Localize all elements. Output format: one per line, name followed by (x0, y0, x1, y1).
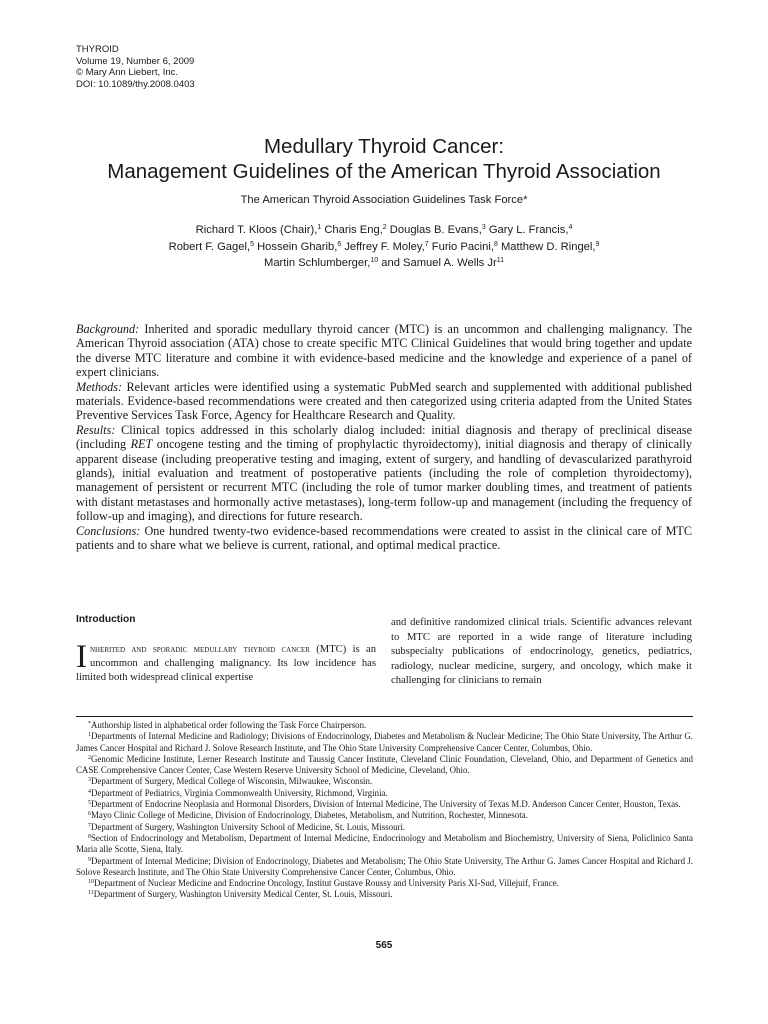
footnote (76, 833, 693, 856)
author-affiliation: 10 (370, 257, 379, 264)
footnote (76, 799, 693, 810)
footnote-mark: 6 (88, 811, 91, 818)
abstract-results (76, 423, 692, 524)
footnote (76, 822, 693, 833)
author-affiliation: 3 (481, 224, 486, 231)
footnote-mark: 8 (88, 833, 91, 840)
author-name: Robert F. Gagel, (168, 240, 251, 253)
journal-copyright: © Mary Ann Liebert, Inc. (76, 67, 179, 79)
footnotes (76, 720, 693, 901)
author-name: Martin Schlumberger, (264, 257, 371, 269)
author-affiliation: 7 (424, 240, 429, 248)
results-label: Results: (76, 422, 116, 437)
footnote (76, 856, 693, 879)
page-number: 565 (375, 940, 393, 951)
title-line-1: Medullary Thyroid Cancer: (263, 135, 505, 158)
author-line-3 (40, 255, 728, 272)
author-affiliation: 1 (317, 224, 322, 231)
footnote (76, 776, 693, 787)
journal-volume: Volume 19, Number 6, 2009 (76, 55, 195, 67)
drop-cap: I (76, 639, 87, 675)
conclusions-text: One hundred twenty-two evidence-based recommendations were created to assist in the clinical care of MTC patients and to share what we believe is current, rational, and optimal medical practice. (76, 523, 692, 553)
body-column-left (76, 639, 376, 686)
author-affiliation: 4 (568, 224, 573, 231)
intro-right-text: and definitive randomized clinical trials. Scientific advances relevant to MTC are reported in a wide range of literature including subspecialty publications of endocrinology, genetics, pediatrics, radiology, nuclear medicine, surgery, and oncology, which make it challenging for clinicians to remain (391, 617, 692, 687)
footnote (76, 788, 693, 799)
footnote (76, 731, 693, 754)
abstract-background (76, 322, 692, 380)
footnote-text: Department of Endocrine Neoplasia and Hormonal Disorders, Division of Internal Medicine, The University of Texas M.D. Anderson Cancer Center, Houston, Texas. (91, 799, 681, 810)
author-name: Furio Pacini, (428, 240, 494, 253)
intro-left-text: (MTC) is an uncommon and challenging malignancy. Its low incidence has limited both widespread clinical expertise (76, 644, 376, 684)
footnote-mark: 5 (88, 800, 91, 807)
author-name: Matthew D. Ringel, (497, 240, 596, 253)
footnote-mark: 10 (88, 879, 94, 886)
methods-label: Methods: (76, 379, 123, 394)
abstract-methods (76, 380, 692, 423)
author-affiliation: 9 (595, 240, 600, 248)
author-affiliation: 2 (382, 224, 387, 231)
ret-gene: RET (130, 437, 153, 452)
footnote-text: Department of Surgery, Medical College of Wisconsin, Milwaukee, Wisconsin. (91, 776, 373, 787)
author-name: and Samuel A. Wells Jr (378, 257, 497, 269)
results-text: Clinical topics addressed in this scholarly dialog included: initial diagnosis and therapy of preclinical disease (including (76, 422, 692, 452)
author-affiliation: 6 (337, 240, 342, 248)
author-line-2 (40, 239, 728, 256)
intro-smallcaps: nherited and sporadic medullary thyroid cancer (90, 644, 310, 655)
footnote-text: Section of Endocrinology and Metabolism, Department of Internal Medicine, Endocrinology and Metabolism and Biochemistry, University of Siena, Policlinico Santa Maria alle Scotte, Siena, Italy. (76, 832, 693, 855)
journal-doi: DOI: 10.1089/thy.2008.0403 (76, 78, 195, 90)
journal-name: THYROID (76, 44, 119, 55)
footnote-text: Mayo Clinic College of Medicine, Division of Endocrinology, Diabetes, Metabolism, and Nutrition, Rochester, Minnesota. (91, 810, 528, 821)
footnote-mark: 3 (88, 777, 91, 784)
background-label: Background: (76, 322, 140, 336)
author-name: Richard T. Kloos (Chair), (195, 224, 318, 236)
footnote-text: Department of Pediatrics, Virginia Commonwealth University, Richmond, Virginia. (91, 787, 388, 798)
footnote-text: Department of Surgery, Washington University Medical Center, St. Louis, Missouri. (93, 889, 393, 900)
author-name: Gary L. Francis, (485, 224, 569, 236)
methods-text: Relevant articles were identified using a systematic PubMed search and supplemented with additional published materials. Evidence-based recommendations were created and then categorized using criteria adapted from the United States Preventive Services Task Force, Agency for Healthcare Research and Quality. (76, 379, 692, 423)
footnote-mark: 4 (88, 788, 91, 795)
footnote-mark: 11 (88, 890, 94, 897)
author-affiliation: 8 (493, 240, 498, 248)
title-line-2: Management Guidelines of the American Thyroid Association (107, 160, 661, 183)
footnote-mark: * (88, 721, 91, 727)
author-name: Jeffrey F. Moley, (341, 240, 425, 253)
author-affiliation: 5 (250, 240, 254, 248)
footnote (76, 720, 693, 731)
author-name: Hossein Gharib, (253, 240, 338, 253)
author-name: Charis Eng, (321, 224, 383, 236)
background-text: Inherited and sporadic medullary thyroid cancer (MTC) is an uncommon and challenging malignancy. The American Thyroid association (ATA) chose to create specific MTC Clinical Guidelines that would bring together and update the diverse MTC literature and combine it with evidence-based medicine and the knowledge and experience of a panel of expert clinicians. (76, 322, 692, 380)
footnote-divider (76, 716, 693, 717)
body-column-right (391, 616, 692, 689)
abstract-conclusions (76, 524, 692, 553)
task-force-byline: The American Thyroid Association Guidelines Task Force* (240, 194, 528, 206)
footnote (76, 889, 693, 900)
article-title (40, 134, 728, 184)
footnote-mark: 2 (88, 754, 91, 761)
author-line-1 (40, 222, 728, 239)
author-list (40, 222, 728, 272)
results-text: oncogene testing and the timing of prophylactic thyroidectomy), initial diagnosis and therapy of clinically apparent disease (including preoperative testing and imaging, extent of surgery, and handling of devascularized parathyroid glands), initial evaluation and treatment of postoperative patients (including the role of completion thyroidectomy), management of persistent or recurrent MTC (including the role of tumor marker doubling times, and treatment of patients with distant metastases and hormonally active metastases), long-term follow-up and management (including the frequency of follow-up and imaging), and directions for future research. (76, 437, 692, 524)
author-name: Douglas B. Evans, (386, 224, 482, 236)
journal-header (76, 44, 195, 90)
footnote-text: Departments of Internal Medicine and Radiology; Divisions of Endocrinology, Diabetes and Metabolism & Nuclear Medicine; The Ohio State University, The Arthur G. James Cancer Hospital and Richard J. Solove Research Institute, and The Ohio State University Comprehensive Cancer Center, Columbus, Ohio. (76, 731, 693, 753)
footnote-mark: 1 (88, 732, 91, 739)
footnote-mark: 9 (88, 856, 91, 863)
footnote-text: Genomic Medicine Institute, Lerner Research Institute and Taussig Cancer Institute, Cleveland Clinic Foundation, Cleveland, Ohio, and Department of Genetics and CASE Comprehensive Cancer Center, Case Western Reserve University School of Medicine, Cleveland, Ohio. (76, 753, 693, 776)
footnote-text: Department of Surgery, Washington University School of Medicine, St. Louis, Missouri. (91, 821, 406, 832)
intro-paragraph (76, 639, 376, 686)
footnote-text: Department of Nuclear Medicine and Endocrine Oncology, Institut Gustave Roussy and University Paris XI-Sud, Villejuif, France. (94, 878, 559, 889)
footnote-text: Department of Internal Medicine; Division of Endocrinology, Diabetes and Metabolism; The Ohio State University, The Arthur G. James Cancer Hospital and Richard J. Solove Research Institute, and The Ohio State University Comprehensive Cancer Center, Columbus, Ohio. (76, 855, 693, 877)
footnote-text: Authorship listed in alphabetical order following the Task Force Chairperson. (91, 720, 367, 730)
author-affiliation: 11 (496, 257, 504, 264)
footnote-mark: 7 (88, 822, 91, 829)
conclusions-label: Conclusions: (76, 523, 141, 538)
footnote (76, 810, 693, 821)
abstract (76, 322, 692, 553)
footnote (76, 878, 693, 889)
footnote (76, 754, 693, 777)
section-heading-introduction: Introduction (76, 614, 136, 625)
